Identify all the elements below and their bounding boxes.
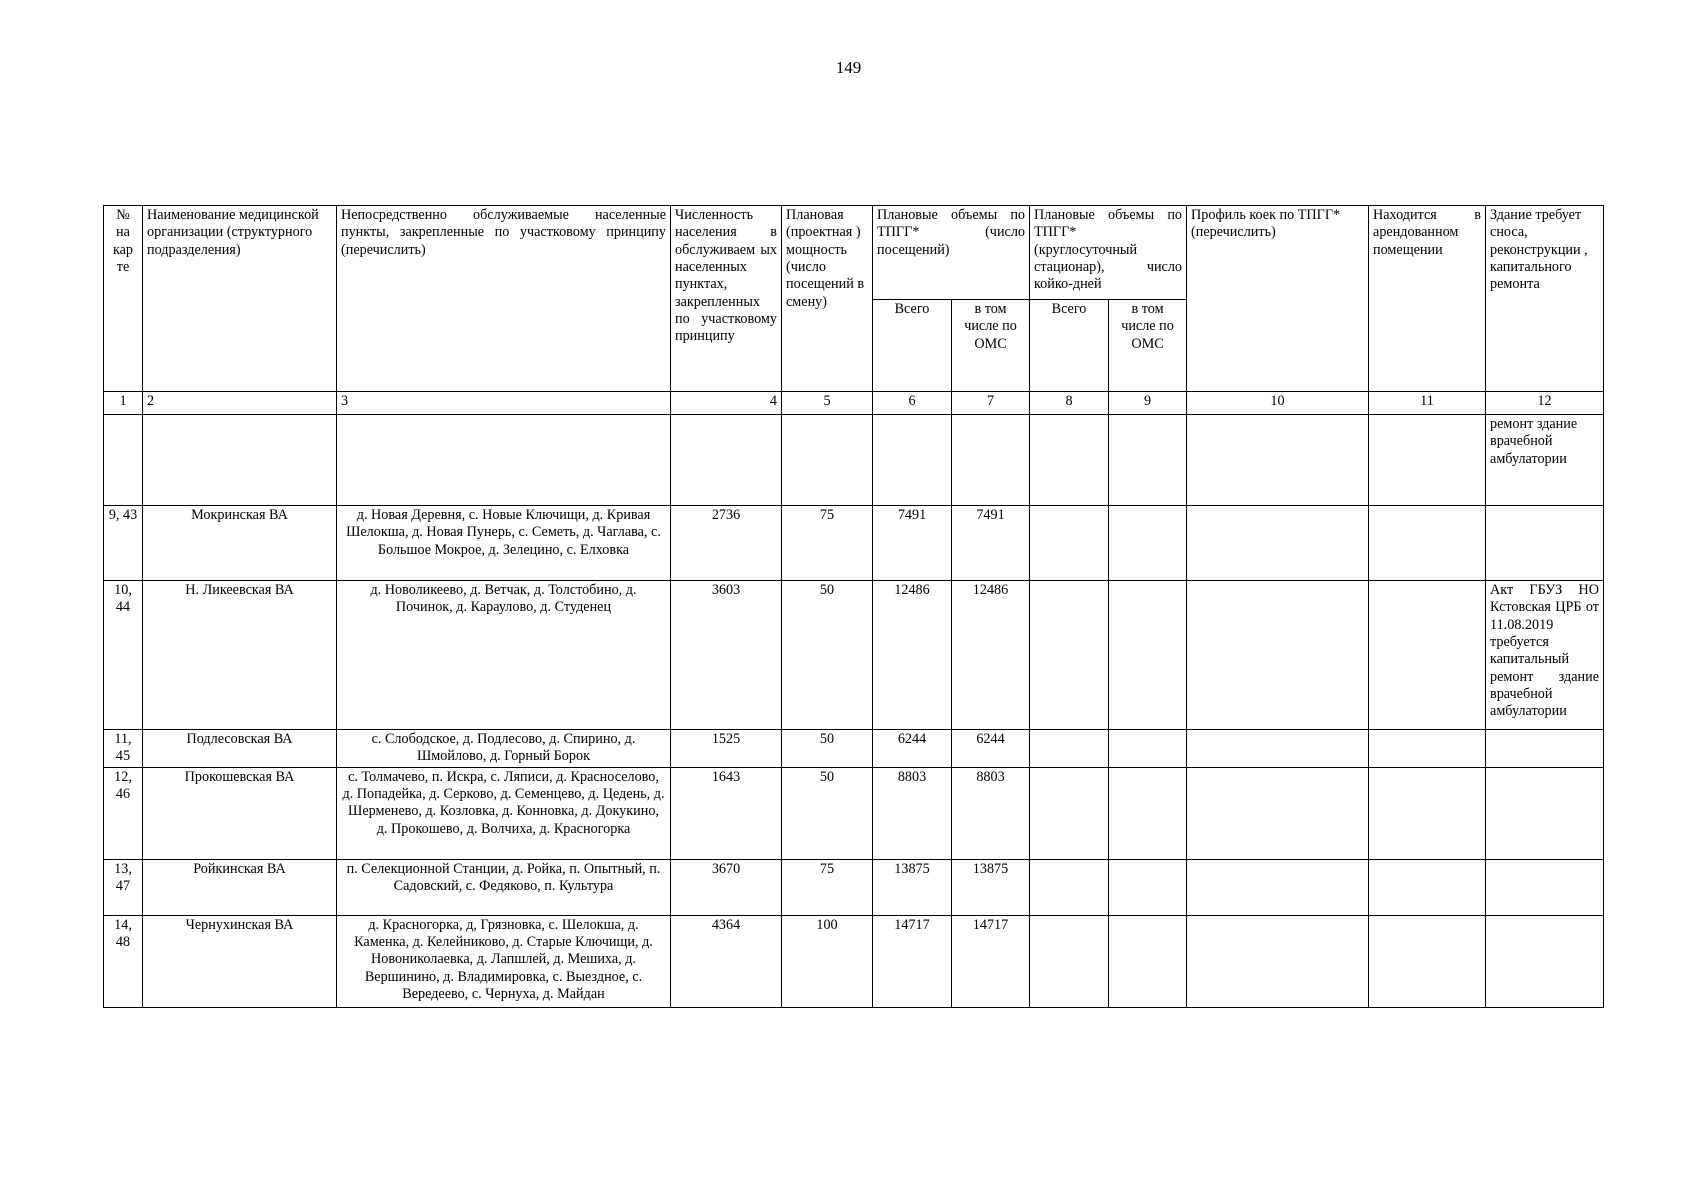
header-visits-total: Всего <box>873 300 952 392</box>
map-number: 9, 43 <box>104 506 143 581</box>
settlements: п. Селекционной Станции, д. Ройка, п. Опытный, п. Садовский, с. Федяково, п. Культура <box>337 859 671 915</box>
visits-oms: 14717 <box>952 915 1030 1007</box>
header-map-number: № на кар те <box>104 206 143 392</box>
bed-profile <box>1187 767 1369 859</box>
column-number: 4 <box>671 392 782 415</box>
building-note <box>1486 915 1604 1007</box>
header-organization: Наименование медицинской организации (структурного подразделения) <box>143 206 337 392</box>
building-note <box>1486 859 1604 915</box>
visits-total: 14717 <box>873 915 952 1007</box>
table-row <box>104 506 1604 581</box>
building-note <box>1486 506 1604 581</box>
visits-total: 8803 <box>873 767 952 859</box>
bed-profile <box>1187 506 1369 581</box>
header-beds-total: Всего <box>1030 300 1109 392</box>
rented <box>1369 506 1486 581</box>
organization-name: Подлесовская ВА <box>143 730 337 768</box>
column-number: 1 <box>104 392 143 415</box>
beds-total <box>1030 915 1109 1007</box>
visits-total: 13875 <box>873 859 952 915</box>
visits-oms: 6244 <box>952 730 1030 768</box>
table-row <box>104 581 1604 730</box>
capacity: 50 <box>782 730 873 768</box>
column-number: 12 <box>1486 392 1604 415</box>
settlements: д. Красногорка, д, Грязновка, с. Шелокша, д. Каменка, д. Келейниково, д. Старые Ключищи, д. Новониколаевка, д. Лапшлей, д. Мешиха, д. Вершинино, д. Владимировка, с. Выездное, с. Вередеево, с. Чернуха, д. Майдан <box>337 915 671 1007</box>
beds-total <box>1030 767 1109 859</box>
organization-name: Ройкинская ВА <box>143 859 337 915</box>
header-beds-oms: в том числе по ОМС <box>1109 300 1187 392</box>
facilities-table <box>103 205 1604 1008</box>
column-number: 5 <box>782 392 873 415</box>
building-note: ремонт здание врачебной амбулатории <box>1486 415 1604 506</box>
organization-name: Чернухинская ВА <box>143 915 337 1007</box>
visits-total: 7491 <box>873 506 952 581</box>
visits-oms: 8803 <box>952 767 1030 859</box>
population: 3603 <box>671 581 782 730</box>
visits-oms: 7491 <box>952 506 1030 581</box>
map-number: 10, 44 <box>104 581 143 730</box>
visits-oms: 13875 <box>952 859 1030 915</box>
header-planned-bed-days: Плановые объемы по ТПГГ* (круглосуточный стационар), число койко-дней <box>1030 206 1187 300</box>
beds-oms <box>1109 730 1187 768</box>
bed-profile <box>1187 730 1369 768</box>
map-number: 11, 45 <box>104 730 143 768</box>
organization-name: Прокошевская ВА <box>143 767 337 859</box>
capacity: 75 <box>782 506 873 581</box>
column-number: 10 <box>1187 392 1369 415</box>
beds-oms <box>1109 859 1187 915</box>
column-number-row <box>104 392 1604 415</box>
building-note: Акт ГБУЗ НО Кстовская ЦРБ от 11.08.2019 требуется капитальный ремонт здание врачебной амбулатории <box>1486 581 1604 730</box>
header-building-repair: Здание требует сноса, реконструкции , капитального ремонта <box>1486 206 1604 392</box>
visits-oms: 12486 <box>952 581 1030 730</box>
bed-profile <box>1187 859 1369 915</box>
bed-profile <box>1187 581 1369 730</box>
beds-oms <box>1109 506 1187 581</box>
beds-total <box>1030 859 1109 915</box>
table-row <box>104 859 1604 915</box>
rented <box>1369 915 1486 1007</box>
beds-oms <box>1109 767 1187 859</box>
column-number: 6 <box>873 392 952 415</box>
header-capacity: Плановая (проектная ) мощность (число посещений в смену) <box>782 206 873 392</box>
settlements: д. Новоликеево, д. Ветчак, д. Толстобино, д. Починок, д. Караулово, д. Студенец <box>337 581 671 730</box>
population: 2736 <box>671 506 782 581</box>
population: 1643 <box>671 767 782 859</box>
bed-profile <box>1187 915 1369 1007</box>
settlements: д. Новая Деревня, с. Новые Ключищи, д. Кривая Шелокша, д. Новая Пунерь, с. Семеть, д. Чаглава, с. Большое Мокрое, д. Зелецино, с. Елховка <box>337 506 671 581</box>
map-number: 13, 47 <box>104 859 143 915</box>
rented <box>1369 581 1486 730</box>
beds-total <box>1030 581 1109 730</box>
header-bed-profile: Профиль коек по ТПГГ* (перечислить) <box>1187 206 1369 392</box>
rented <box>1369 730 1486 768</box>
capacity: 50 <box>782 581 873 730</box>
table-row <box>104 730 1604 768</box>
beds-total <box>1030 506 1109 581</box>
column-number: 11 <box>1369 392 1486 415</box>
capacity: 50 <box>782 767 873 859</box>
column-number: 8 <box>1030 392 1109 415</box>
rented <box>1369 767 1486 859</box>
organization-name: Н. Ликеевская ВА <box>143 581 337 730</box>
map-number: 14, 48 <box>104 915 143 1007</box>
map-number: 12, 46 <box>104 767 143 859</box>
table-row <box>104 415 1604 506</box>
page-number: 149 <box>835 58 862 77</box>
rented <box>1369 859 1486 915</box>
header-population: Численность населения в обслуживаем ых населенных пунктах, закрепленных по участковому принципу <box>671 206 782 392</box>
beds-oms <box>1109 581 1187 730</box>
population: 4364 <box>671 915 782 1007</box>
visits-total: 6244 <box>873 730 952 768</box>
settlements: с. Слободское, д. Подлесово, д. Спирино, д. Шмойлово, д. Горный Борок <box>337 730 671 768</box>
table-row <box>104 915 1604 1007</box>
column-number: 7 <box>952 392 1030 415</box>
population: 3670 <box>671 859 782 915</box>
header-planned-visits: Плановые объемы по ТПГГ* (число посещений) <box>873 206 1030 300</box>
header-rented: Находится в арендованном помещении <box>1369 206 1486 392</box>
beds-total <box>1030 730 1109 768</box>
capacity: 75 <box>782 859 873 915</box>
table-row <box>104 767 1604 859</box>
building-note <box>1486 730 1604 768</box>
organization-name: Мокринская ВА <box>143 506 337 581</box>
header-settlements: Непосредственно обслуживаемые населенные пункты, закрепленные по участковому принципу (перечислить) <box>337 206 671 392</box>
settlements: с. Толмачево, п. Искра, с. Ляписи, д. Красноселово, д. Попадейка, д. Серково, д. Семенцево, д. Цедень, д. Шерменево, д. Козловка, д. Конновка, д. Докукино, д. Прокошево, д. Волчиха, д. Красногорка <box>337 767 671 859</box>
capacity: 100 <box>782 915 873 1007</box>
column-number: 3 <box>337 392 671 415</box>
column-number: 2 <box>143 392 337 415</box>
column-number: 9 <box>1109 392 1187 415</box>
beds-oms <box>1109 915 1187 1007</box>
header-visits-oms: в том числе по ОМС <box>952 300 1030 392</box>
population: 1525 <box>671 730 782 768</box>
building-note <box>1486 767 1604 859</box>
visits-total: 12486 <box>873 581 952 730</box>
